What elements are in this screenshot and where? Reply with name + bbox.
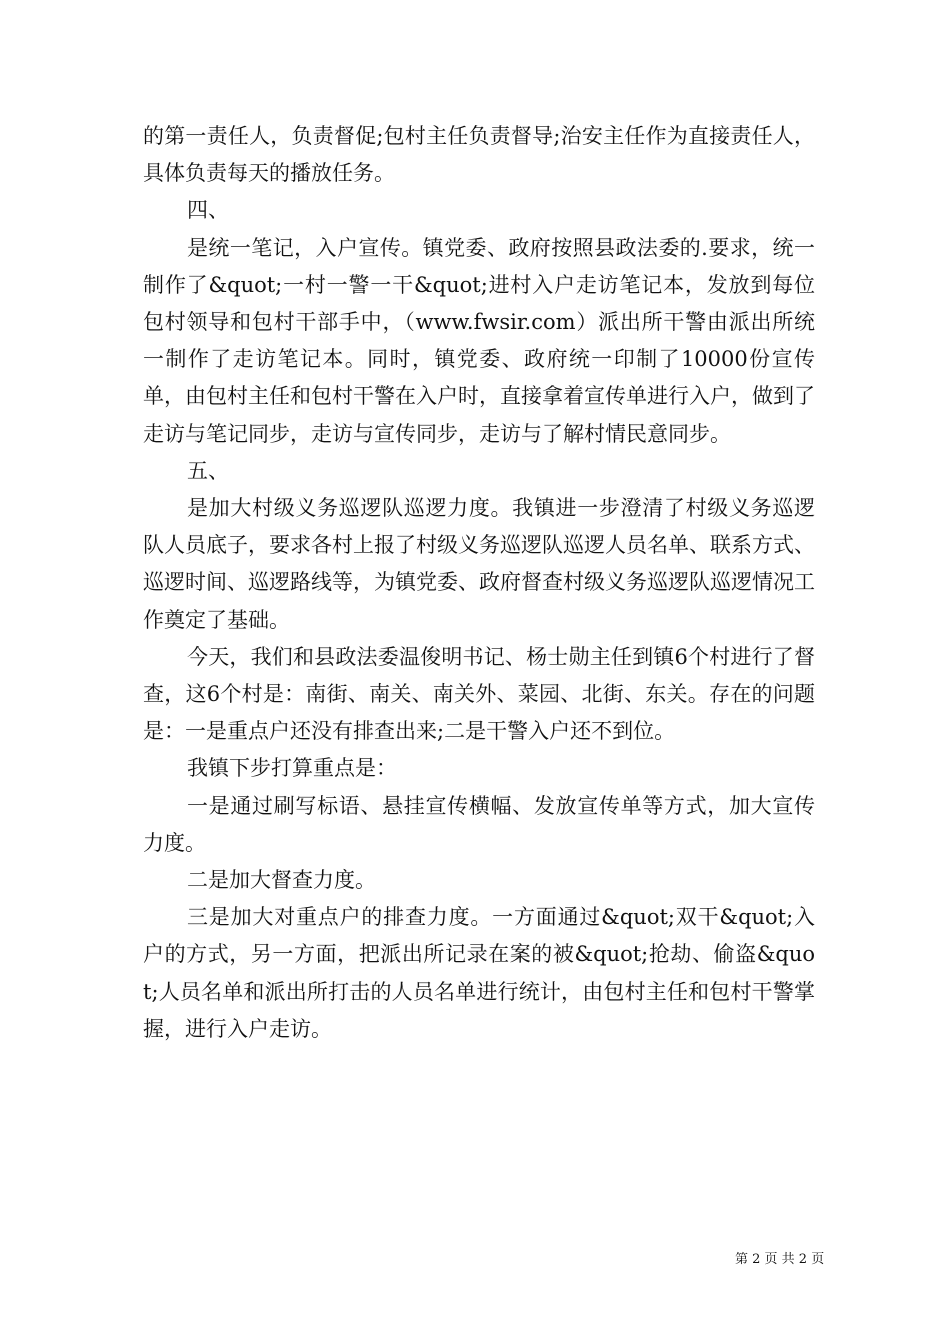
paragraph-responsibility: 的第一责任人，负责督促;包村主任负责督导;治安主任作为直接责任人，具体负责每天的播放任务。 bbox=[143, 124, 815, 186]
page-number: 第 2 页 共 2 页 bbox=[735, 1252, 825, 1267]
section-heading-four: 四、 bbox=[187, 198, 229, 223]
paragraph-inspection: 今天，我们和县政法委温俊明书记、杨士勋主任到镇6个村进行了督查，这6个村是：南街、南关、南关外、菜园、北街、东关。存在的问题是：一是重点户还没有排查出来;二是干警入户还不到位。 bbox=[143, 644, 815, 744]
paragraph-step-one: 一是通过刷写标语、悬挂宣传横幅、发放宣传单等方式，加大宣传力度。 bbox=[143, 793, 815, 855]
document-body bbox=[143, 118, 815, 1048]
paragraph-notebook-publicity: 是统一笔记，入户宣传。镇党委、政府按照县政法委的.要求，统一制作了&quot;一村一警一干&quot;进村入户走访笔记本，发放到每位包村领导和包村干部手中，（www.fwsir.com）派出所干警由派出所统一制作了走访笔记本。同时，镇党委、政府统一印制了10000份宣传单，由包村主任和包村干警在入户时，直接拿着宣传单进行入户，做到了走访与笔记同步，走访与宣传同步，走访与了解村情民意同步。 bbox=[143, 235, 815, 446]
paragraph-next-steps-intro: 我镇下步打算重点是： bbox=[187, 756, 397, 781]
paragraph-patrol: 是加大村级义务巡逻队巡逻力度。我镇进一步澄清了村级义务巡逻队人员底子，要求各村上报了村级义务巡逻队巡逻人员名单、联系方式、巡逻时间、巡逻路线等，为镇党委、政府督查村级义务巡逻队巡逻情况工作奠定了基础。 bbox=[143, 496, 815, 632]
paragraph-step-two: 二是加大督查力度。 bbox=[187, 868, 376, 893]
paragraph-step-three: 三是加大对重点户的排查力度。一方面通过&quot;双干&quot;入户的方式，另一方面，把派出所记录在案的被&quot;抢劫、偷盗&quot;人员名单和派出所打击的人员名单进行统计，由包村主任和包村干警掌握，进行入户走访。 bbox=[143, 905, 815, 1041]
section-heading-five: 五、 bbox=[187, 458, 229, 483]
